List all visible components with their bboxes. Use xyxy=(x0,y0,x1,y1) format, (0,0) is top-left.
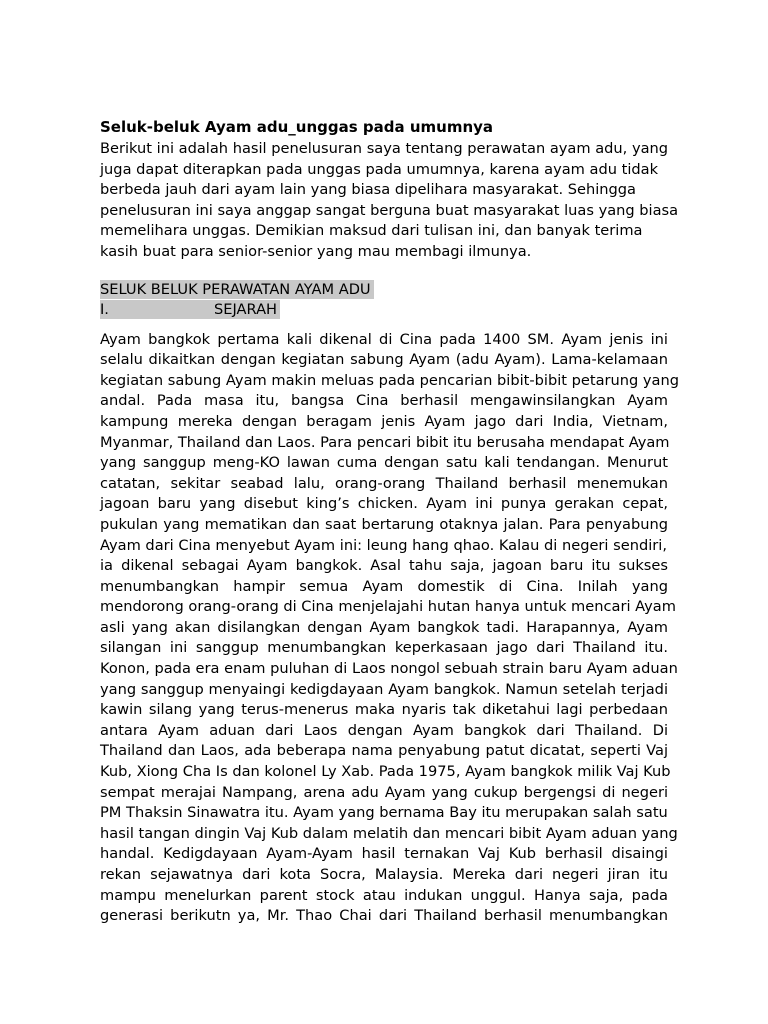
body-line: antara Ayam aduan dari Laos dengan Ayam bangkok dari Thailand. Di xyxy=(100,721,668,739)
body-line: asli yang akan disilangkan dengan Ayam bangkok tadi. Harapannya, Ayam xyxy=(100,618,668,636)
document-title: Seluk-beluk Ayam adu_unggas pada umumnya xyxy=(100,118,494,136)
body-line: mampu menelurkan parent stock atau indukan unggul. Hanya saja, pada xyxy=(100,886,668,904)
intro-paragraph xyxy=(100,139,679,263)
body-line: Myanmar, Thailand dan Laos. Para pencari bibit itu berusaha mendapat Ayam xyxy=(100,433,670,451)
body-line: mendorong orang-orang di Cina menjelajahi hutan hanya untuk mencari Ayam xyxy=(100,598,676,616)
body-line: hasil tangan dingin Vaj Kub dalam melatih dan mencari bibit Ayam aduan yang xyxy=(100,824,678,842)
body-line: yang sanggup meng-KO lawan cuma dengan satu kali tendangan. Menurut xyxy=(100,454,668,472)
body-line: Ayam dari Cina menyebut Ayam ini: leung hang qhao. Kalau di negeri sendiri, xyxy=(100,536,667,554)
history-paragraph xyxy=(100,330,680,927)
body-line: Thailand dan Laos, ada beberapa nama penyabung patut dicatat, seperti Vaj xyxy=(100,742,668,760)
body-line: pukulan yang mematikan dan saat bertarung otaknya jalan. Para penyabung xyxy=(100,515,668,533)
intro-line: penelusuran ini saya anggap sangat berguna buat masyarakat luas yang biasa xyxy=(100,201,679,219)
body-line: selalu dikaitkan dengan kegiatan sabung Ayam (adu Ayam). Lama-kelamaan xyxy=(100,351,668,369)
body-line: Ayam bangkok pertama kali dikenal di Cina pada 1400 SM. Ayam jenis ini xyxy=(100,330,668,348)
body-line: jagoan baru yang disebut king’s chicken. Ayam ini punya gerakan cepat, xyxy=(100,495,668,513)
intro-line: Berikut ini adalah hasil penelusuran saya tentang perawatan ayam adu, yang xyxy=(100,140,669,157)
body-line: handal. Kedigdayaan Ayam-Ayam hasil ternakan Vaj Kub berhasil disaingi xyxy=(100,845,668,863)
body-line: sempat merajai Nampang, arena adu Ayam yang cukup bergengsi di negeri xyxy=(100,783,668,801)
body-line: kegiatan sabung Ayam makin meluas pada pencarian bibit-bibit petarung yang xyxy=(100,371,680,389)
intro-line: juga dapat diterapkan pada unggas pada umumnya, karena ayam adu tidak xyxy=(100,160,659,178)
body-line: Konon, pada era enam puluhan di Laos nongol sebuah strain baru Ayam aduan xyxy=(100,660,678,678)
body-line: yang sanggup menyaingi kedigdayaan Ayam bangkok. Namun setelah terjadi xyxy=(100,680,668,698)
body-line: silangan ini sanggup menumbangkan keperkasaan jago dari Thailand itu. xyxy=(100,639,668,657)
section-heading: SELUK BELUK PERAWATAN AYAM ADU xyxy=(100,280,374,299)
body-line: PM Thaksin Sinawatra itu. Ayam yang bernama Bay itu merupakan salah satu xyxy=(100,804,668,822)
body-line: catatan, sekitar seabad lalu, orang-orang Thailand berhasil menemukan xyxy=(100,474,668,492)
intro-line: kasih buat para senior-senior yang mau membagi ilmunya. xyxy=(100,242,532,260)
subsection-heading xyxy=(100,300,280,319)
body-line: generasi berikutn ya, Mr. Thao Chai dari Thailand berhasil menumbangkan xyxy=(100,907,668,925)
intro-line: berbeda jauh dari ayam lain yang biasa dipelihara masyarakat. Sehingga xyxy=(100,181,636,199)
body-line: Kub, Xiong Cha Is dan kolonel Ly Xab. Pada 1975, Ayam bangkok milik Vaj Kub xyxy=(100,763,671,781)
body-line: kawin silang yang terus-menerus maka nyaris tak diketahui lagi perbedaan xyxy=(100,701,668,719)
body-line: kampung mereka dengan beragam jenis Ayam jago dari India, Vietnam, xyxy=(100,412,668,430)
section-headings xyxy=(100,279,668,319)
body-line: ia dikenal sebagai Ayam bangkok. Asal tahu saja, jagoan baru itu sukses xyxy=(100,557,668,575)
intro-line: memelihara unggas. Demikian maksud dari tulisan ini, dan banyak terima xyxy=(100,222,643,240)
document-page xyxy=(100,117,680,927)
body-line: rekan sejawatnya dari kota Socra, Malaysia. Mereka dari negeri jiran itu xyxy=(100,866,668,883)
subsection-title: SEJARAH xyxy=(214,300,278,318)
body-line: andal. Pada masa itu, bangsa Cina berhasil mengawinsilangkan Ayam xyxy=(100,392,668,410)
body-line: menumbangkan hampir semua Ayam domestik di Cina. Inilah yang xyxy=(100,577,668,595)
subsection-number: I. xyxy=(100,300,109,318)
